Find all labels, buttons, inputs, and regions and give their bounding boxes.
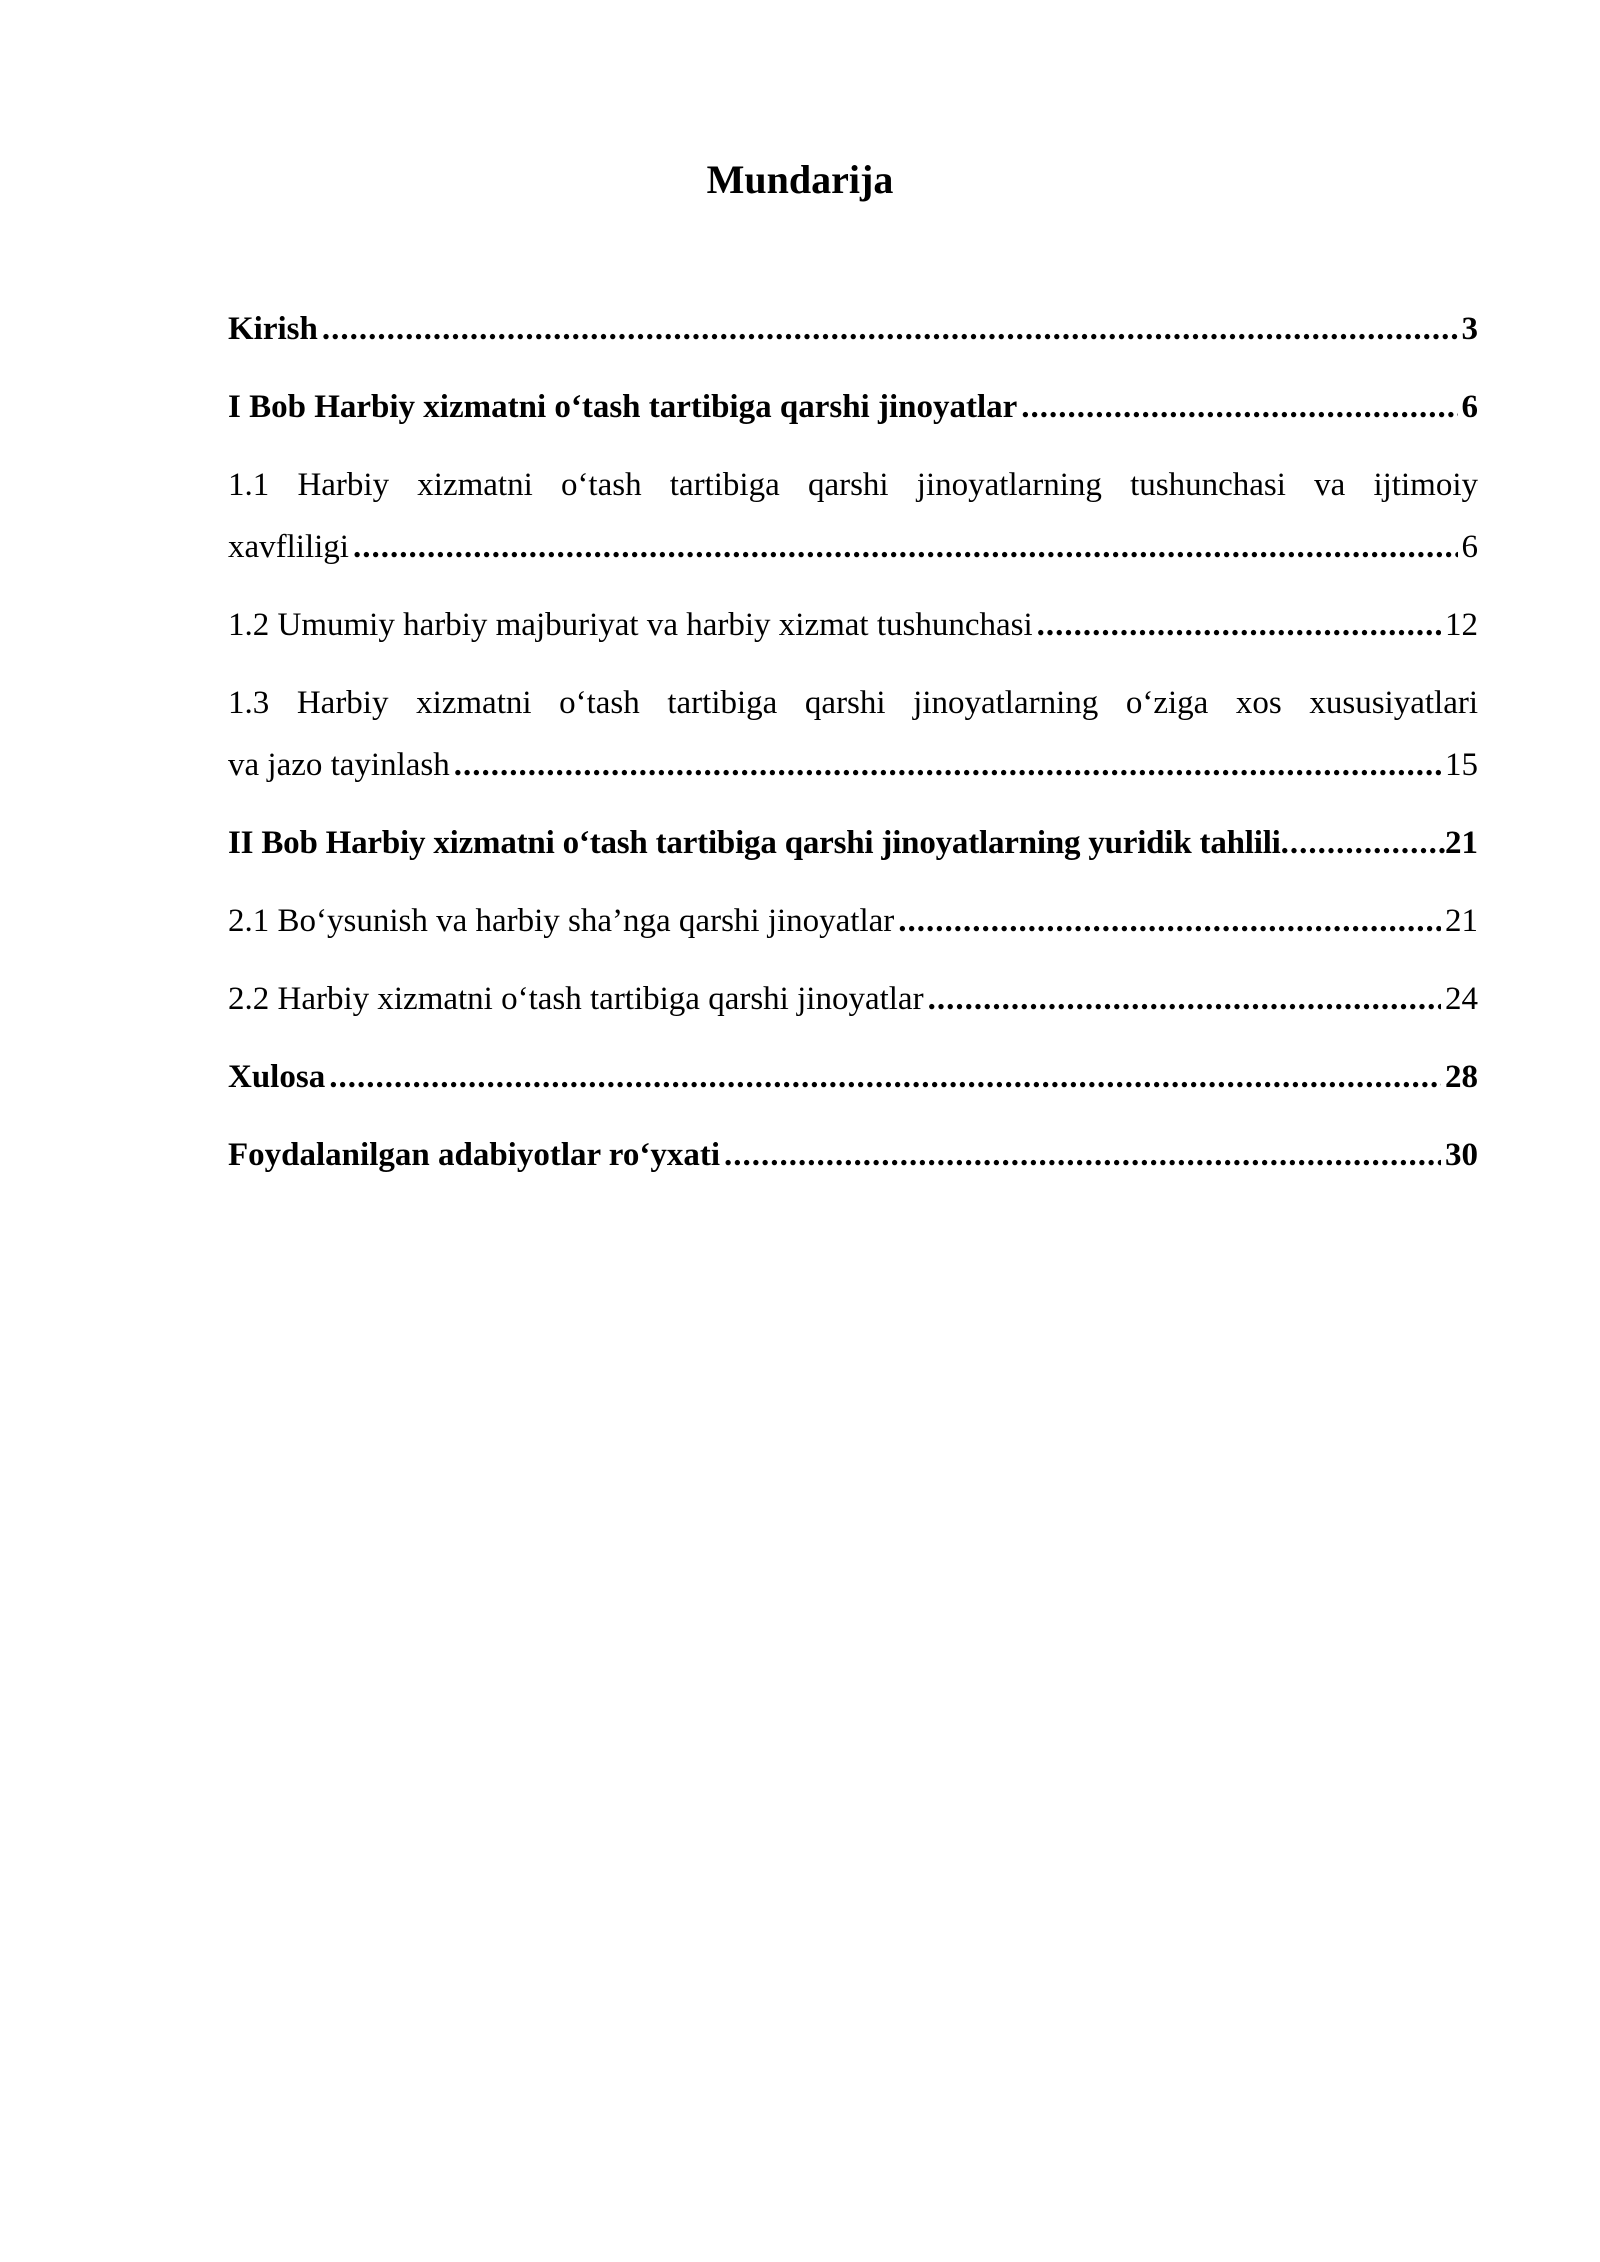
page-title: Mundarija — [706, 157, 894, 202]
toc-page-number: 15 — [1445, 747, 1478, 783]
toc-entry-bob-2[interactable] — [228, 812, 1478, 874]
toc-entry-title: xavfliligi — [228, 529, 349, 565]
toc-entry-sec-2-2[interactable] — [228, 968, 1478, 1030]
toc-entry-title: 2.2 Harbiy xizmatni o‘tash tartibiga qarshi jinoyatlar — [228, 981, 924, 1017]
toc-page-number: 6 — [1461, 389, 1478, 425]
toc-entry-title: 2.1 Bo‘ysunish va harbiy sha’nga qarshi jinoyatlar — [228, 903, 895, 939]
toc-entry-sec-1-3[interactable] — [228, 672, 1478, 796]
dot-leader — [322, 298, 1458, 360]
dot-leader — [329, 1046, 1441, 1108]
toc-entry-title: 1.2 Umumiy harbiy majburiyat va harbiy xizmat tushunchasi — [228, 607, 1033, 643]
toc-entry-title: Xulosa — [228, 1059, 326, 1095]
toc-entry-sec-2-1[interactable] — [228, 890, 1478, 952]
dot-leader — [1037, 594, 1441, 656]
toc-entry-sec-1-2[interactable] — [228, 594, 1478, 656]
toc-entry-title: Foydalanilgan adabiyotlar ro‘yxati — [228, 1137, 721, 1173]
dot-leader — [454, 734, 1441, 796]
dot-leader — [1281, 812, 1445, 874]
dot-leader — [724, 1124, 1441, 1186]
dot-leader — [353, 516, 1458, 578]
toc-entry-title: II Bob Harbiy xizmatni o‘tash tartibiga qarshi jinoyatlarning yuridik tahlili — [228, 825, 1281, 861]
dot-leader — [928, 968, 1441, 1030]
table-of-contents — [228, 298, 1478, 1202]
toc-page-number: 3 — [1461, 311, 1478, 347]
toc-page-number: 6 — [1461, 529, 1478, 565]
toc-entry-title-line1: 1.1 Harbiy xizmatni o‘tash tartibiga qarshi jinoyatlarning tushunchasi va ijtimoiy — [228, 467, 1478, 503]
toc-page-number: 24 — [1445, 981, 1478, 1017]
toc-page-number: 28 — [1445, 1059, 1478, 1095]
toc-entry-sec-1-1[interactable] — [228, 454, 1478, 578]
toc-entry-kirish[interactable] — [228, 298, 1478, 360]
toc-entry-title: Kirish — [228, 311, 318, 347]
toc-page-number: 21 — [1445, 903, 1478, 939]
toc-entry-title-line1: 1.3 Harbiy xizmatni o‘tash tartibiga qarshi jinoyatlarning o‘ziga xos xususiyatlari — [228, 685, 1478, 721]
dot-leader — [1021, 376, 1457, 438]
toc-page-number: 30 — [1445, 1137, 1478, 1173]
toc-entry-bob-1[interactable] — [228, 376, 1478, 438]
toc-entry-title: I Bob Harbiy xizmatni o‘tash tartibiga qarshi jinoyatlar — [228, 389, 1018, 425]
toc-page-number: 12 — [1445, 607, 1478, 643]
toc-entry-title: va jazo tayinlash — [228, 747, 450, 783]
dot-leader — [898, 890, 1441, 952]
toc-page-number: 21 — [1445, 825, 1478, 861]
toc-entry-xulosa[interactable] — [228, 1046, 1478, 1108]
toc-entry-adabiyotlar[interactable] — [228, 1124, 1478, 1186]
